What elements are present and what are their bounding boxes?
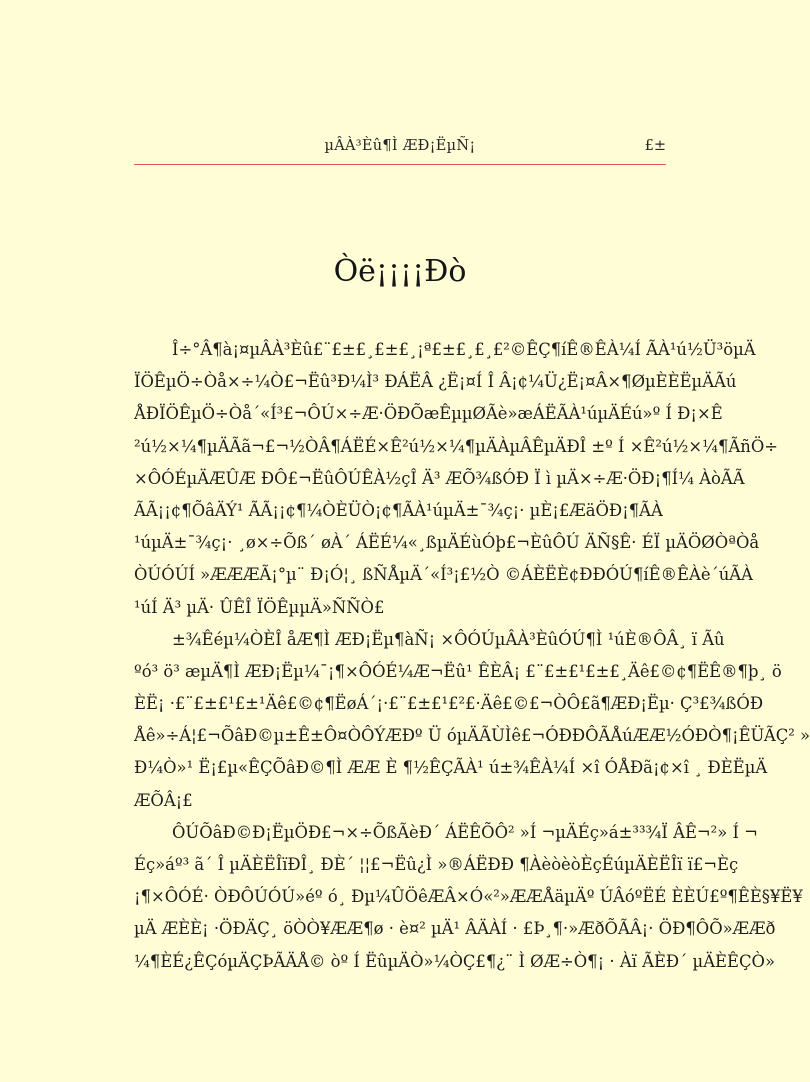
chapter-title: Òë¡¡¡¡Ðò <box>333 254 467 289</box>
text-line: ºó³ ö³ æµÄ¶Ì ÆÐ¡Ëµ¼¯¡¶×ÔÓÉ¼Æ¬Ëû¹ ÊÈÂ¡ £¨£±£¹£±£¸Äê£©¢¶ËÊ®¶þ¸ ö <box>134 661 782 681</box>
text-line: ×ÔÓÉµÄÆÛÆ ÐÔ£¬ËûÔÚÊÀ½çÎ Ä³ ÆÕ¾ßÓÐ Ï ì µÄ×÷Æ·ÖÐ¡¶Í¼ ÀòÃÃ <box>134 468 745 488</box>
text-line: ¡¶×ÔÓÉ· ÒÐÔÚÓÚ»éº ó¸ Ðµ¼ÛÖêÆÂ×Ó«²»ÆÆÅäµÄº ÚÂóºËÉ ÈÈÚ£º¶ÊÈ§¥Ë¥ <box>134 887 803 907</box>
text-line: Éç»áº³ ã´ Î µÄÈËÎïÐÎ¸ ÐÈ´ ¦¦£¬Ëû¿Ì »®ÁËÐÐ ¶ÀèòèòÈçÉúµÄÈËÎï ï£¬Èç <box>134 855 739 874</box>
body-text <box>134 334 810 978</box>
text-line: µÄ ÆÈÈ¡ ·ÖÐÄÇ¸ öÒÒ¥ÆÆ¶ø · è¤² µÄ¹ ÂÄÀÍ · £Þ¸¶·»ÆðÕÃÂ¡· ÖÐ¶ÔÕ»ÆÆð <box>134 919 776 939</box>
text-line: Î÷°Â¶à¡¤µÂÀ³Èû£¨£±£¸£±£¸¡ª£±£¸£¸£²©ÊÇ¶íÊ®ÊÀ¼Í ÃÀ¹ú½Ü³öµÄ <box>172 340 756 359</box>
text-line: ÃÃ¡¡¢¶ÕâÄÝ¹ ÃÃ¡¡¢¶¼ÒÈÜÒ¡¢¶ÃÀ¹úµÄ±¯¾ç¡· µÈ¡£ÆäÖÐ¡¶ÃÀ <box>134 500 663 520</box>
text-line: ¼¶ÈÉ¿ÊÇóµÄÇÞÃÄÅ© òº Í ËûµÄÒ»¼ÒÇ£¶¿¨ Ì ØÆ÷Ò¶¡ · Àï ÃÈÐ´ µÄÈÊÇÒ» <box>134 951 775 971</box>
text-line: ÈË¡ ·£¨£±£¹£±¹Äê£©¢¶ËøÁ´¡·£¨£±£¹£²£·Äê£©£¬ÒÔ£ã¶ÆÐ¡Ëµ· Ç³£¾ßÓÐ <box>134 694 764 714</box>
text-line: Åê»÷Á¦£¬ÕâÐ©µ±Ê±Ô¤ÒÔÝÆÐº Ü óµÄÃÙÌê£¬ÓÐÐÔÃÅúÆÆ½ÓÐÒ¶¡ÊÜÃÇ² » <box>134 726 810 746</box>
text-line: ÒÚÓÚÍ »ÆÆÆÃ¡°µ¨ Ð¡Ó¦¸ ßÑÅµÄ´«Í³¡£½Ò ©ÁÈËÈ¢ÐÐÓÚ¶íÊ®ÊÀè´úÃÀ <box>134 565 753 585</box>
text-line: ±¾Êéµ¼ÒÈÎ åÆ¶Ì ÆÐ¡Ëµ¶àÑ¡ ×ÔÓÚµÂÀ³ÈûÓÚ¶Ì ¹úÈ®ÔÂ¸ ï Ãû <box>172 629 725 649</box>
text-line: ²ú½×¼¶µÄÃã¬£¬½ÒÂ¶ÁËÉ×Ê²ú½×¼¶µÄÀµÂÊµÄÐÎ ±º Í ×Ê²ú½×¼¶ÃñÖ÷ <box>134 436 779 456</box>
header-divider <box>134 164 666 165</box>
page-number: £± <box>644 138 666 154</box>
text-line: ¹úÍ Ä³ µÄ· ÛÊÎ ÏÖÊµµÄ»ÑÑÒ£ <box>134 597 385 617</box>
text-line: ÏÖÊµÖ÷Òå×÷¼Ò£¬Ëû³Ð¼Ì³ ÐÁËÂ ¿Ë¡¤Í Î Â¡¢¼Ü¿Ë¡¤Â×¶ØµÈÈËµÄÃú <box>134 372 737 392</box>
text-line: ÆÕÂ¡£ <box>134 790 193 810</box>
running-header-title: µÂÀ³Èû¶Ì ÆÐ¡ËµÑ¡ <box>324 138 476 154</box>
text-line: Ð¼Ò»¹ Ë¡£µ«ÊÇÕâÐ©¶Ì ÆÆ È ¶½ÊÇÃÀ¹ ú±¾ÊÀ¼Í ×î ÓÅÐã¡¢×î ¸ ÐÈËµÄ <box>134 758 768 778</box>
text-line: ÔÚÕâÐ©Ð¡ËµÖÐ£¬×÷ÕßÃèÐ´ ÁËÊÕÔ² »Í ¬µÄÉç»á±³³¾Ï ÂÊ¬²» Í ¬ <box>172 822 758 842</box>
text-line: ¹úµÄ±¯¾ç¡· ¸ø×÷Õß´ øÀ´ ÁËÉ¼«¸ßµÄÉùÓþ£¬ÈûÔÚ ÄÑ§Ê· ÉÏ µÄÖØÒªÒå <box>134 533 760 553</box>
running-header <box>134 138 666 162</box>
text-line: ÅÐÏÖÊµÖ÷Òå´«Í³£¬ÔÚ×÷Æ·ÖÐÕæÊµµØÃè»æÁËÃÀ¹úµÄÉú»º Í Ð¡×Ê <box>134 404 723 424</box>
